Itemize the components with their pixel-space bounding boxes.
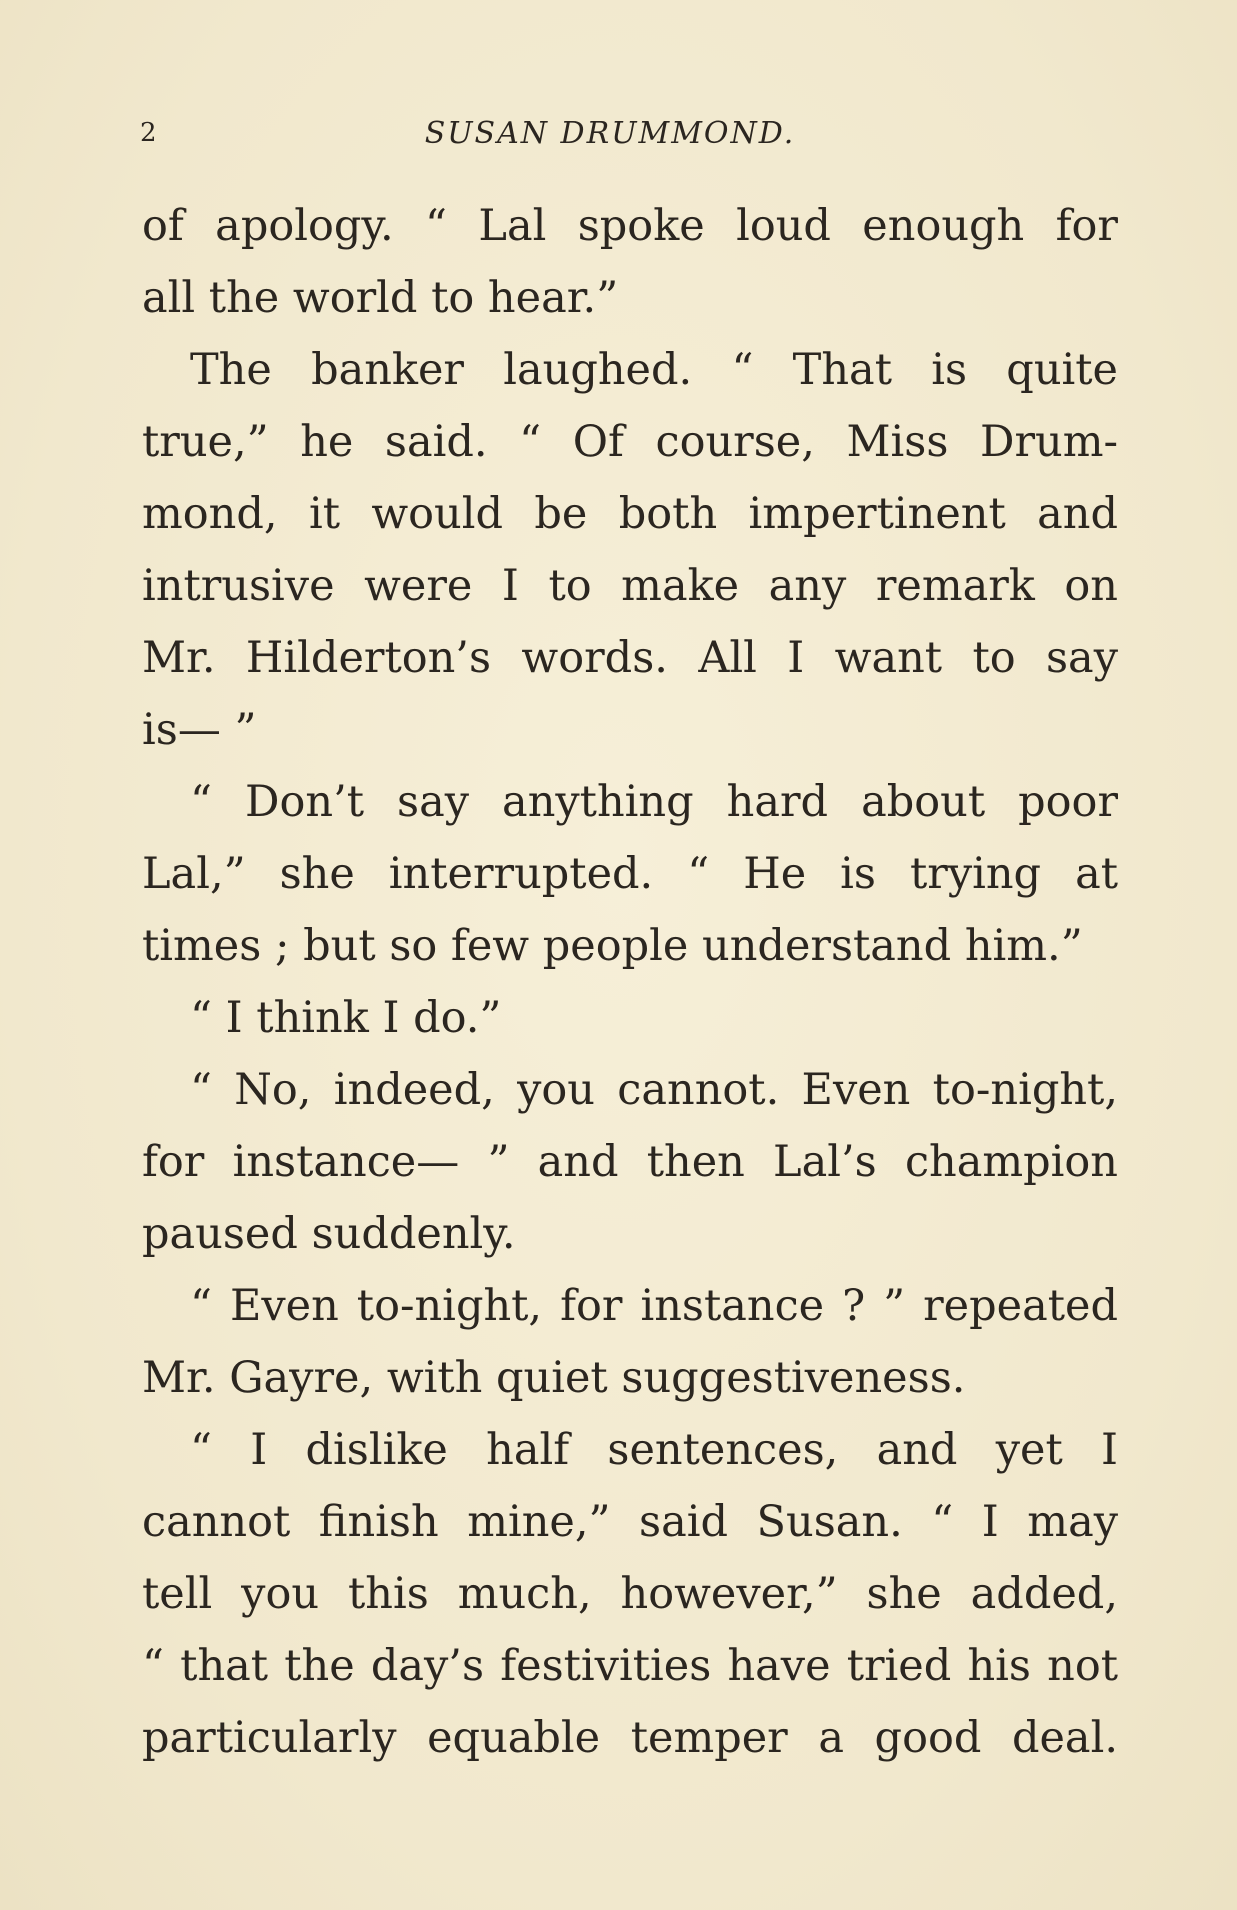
page-number: 2 bbox=[140, 118, 157, 148]
text-line: true,” he said. “ Of course, Miss Drum- bbox=[142, 417, 1118, 467]
page-header bbox=[140, 112, 1120, 162]
text-line: “ Don’t say anything hard about poor bbox=[190, 777, 1118, 827]
text-line: cannot finish mine,” said Susan. “ I may bbox=[142, 1497, 1118, 1547]
text-line: of apology. “ Lal spoke loud enough for bbox=[142, 201, 1118, 251]
body-text bbox=[142, 190, 1118, 1774]
text-line: “ I think I do.” bbox=[190, 993, 502, 1043]
text-line: “ Even to-night, for instance ? ” repeated bbox=[190, 1281, 1118, 1331]
text-line: “ I dislike half sentences, and yet I bbox=[190, 1425, 1118, 1475]
text-line: Lal,” she interrupted. “ He is trying at bbox=[142, 849, 1118, 899]
text-line: all the world to hear.” bbox=[142, 273, 619, 323]
text-line: times ; but so few people understand him.” bbox=[142, 921, 1083, 971]
text-line: tell you this much, however,” she added, bbox=[142, 1569, 1118, 1619]
text-line: Mr. Gayre, with quiet suggestiveness. bbox=[142, 1353, 966, 1403]
text-line: for instance— ” and then Lal’s champion bbox=[142, 1137, 1118, 1187]
text-line: mond, it would be both impertinent and bbox=[142, 489, 1118, 539]
text-line: Mr. Hilderton’s words. All I want to say bbox=[142, 633, 1118, 683]
text-line: “ No, indeed, you cannot. Even to-night, bbox=[190, 1065, 1118, 1115]
running-title: SUSAN DRUMMOND. bbox=[424, 116, 796, 151]
text-line: paused suddenly. bbox=[142, 1209, 516, 1259]
text-line: is— ” bbox=[142, 705, 257, 755]
text-line: The banker laughed. “ That is quite bbox=[190, 345, 1118, 395]
text-line: “ that the day’s festivities have tried his not bbox=[142, 1641, 1118, 1691]
text-line: intrusive were I to make any remark on bbox=[142, 561, 1118, 611]
text-line: particularly equable temper a good deal. bbox=[142, 1713, 1118, 1763]
